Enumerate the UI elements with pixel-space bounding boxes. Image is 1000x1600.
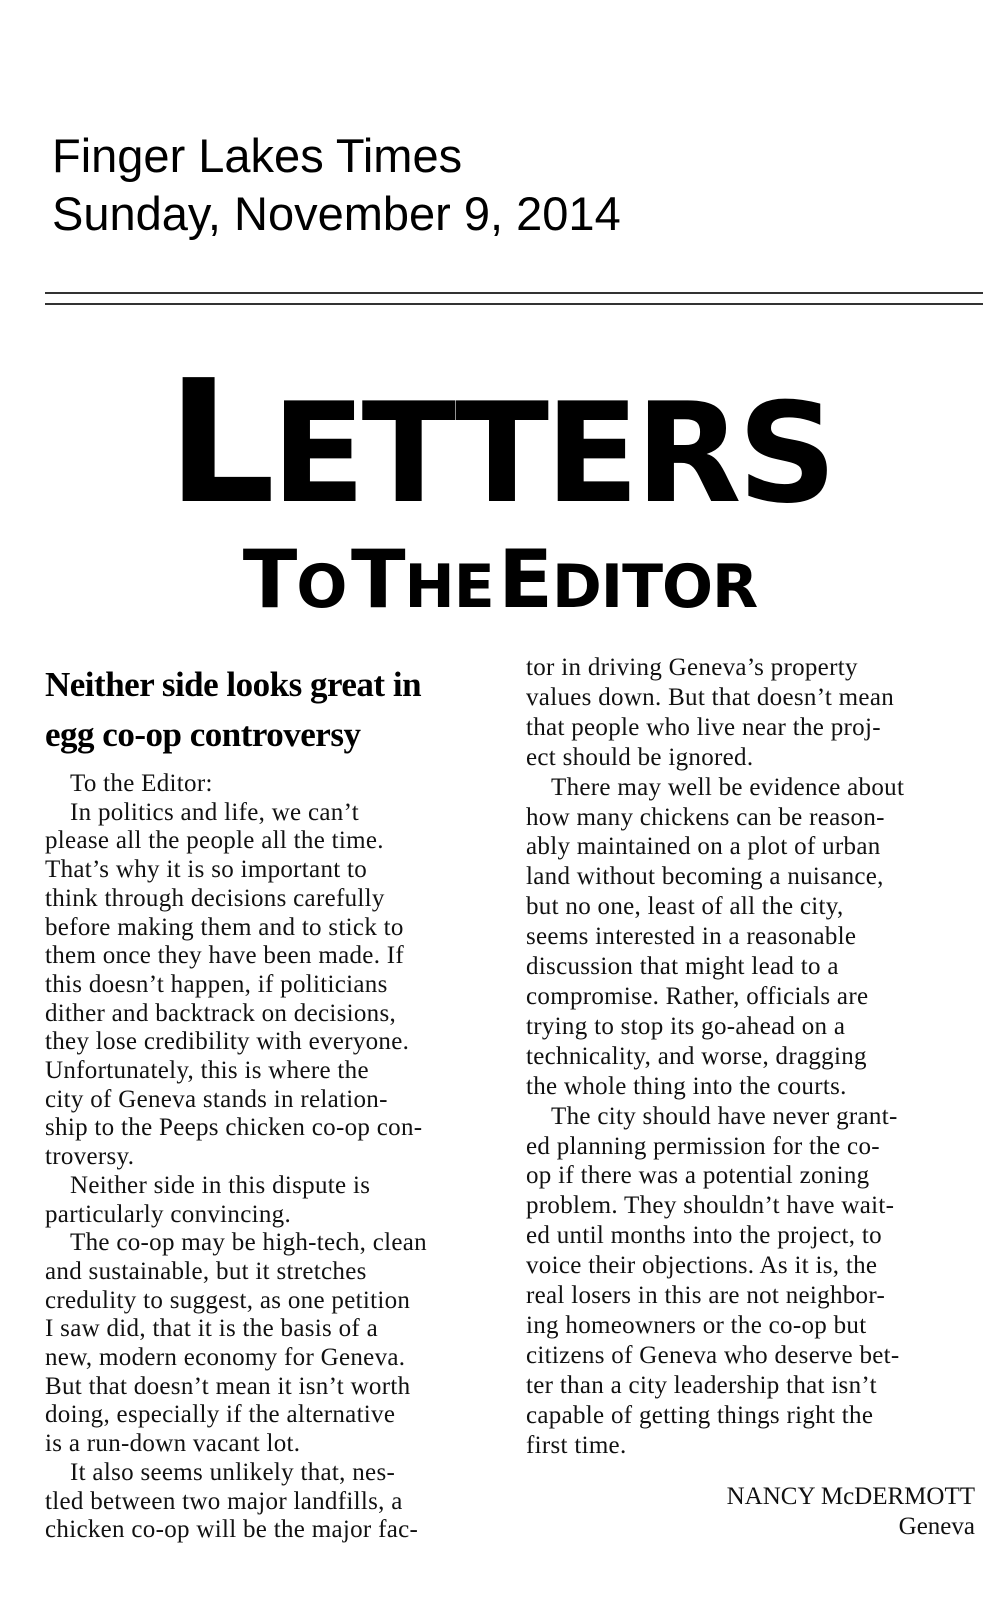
publication-name: Finger Lakes Times: [52, 129, 463, 182]
body-line: this doesn’t happen, if politicians: [45, 970, 388, 998]
subtitle-cap: T: [242, 533, 297, 626]
body-line: I saw did, that it is the basis of a: [45, 1315, 378, 1343]
body-line: But that doesn’t mean it isn’t worth: [45, 1372, 411, 1400]
body-line: problem. They shouldn’t have wait-: [526, 1192, 895, 1220]
body-line: discussion that might lead to a: [526, 953, 839, 981]
publication-date: Sunday, November 9, 2014: [52, 187, 621, 240]
letter-column-right: [526, 653, 982, 1460]
body-line: It also seems unlikely that, nes-: [70, 1458, 396, 1486]
body-line: particularly convincing.: [45, 1200, 292, 1228]
body-line: before making them and to stick to: [45, 913, 404, 941]
body-line: Unfortunately, this is where the: [45, 1057, 369, 1085]
section-title-rest: ETTERS: [271, 373, 833, 534]
body-line: citizens of Geneva who deserve bet-: [526, 1341, 900, 1369]
body-line: compromise. Rather, officials are: [526, 982, 869, 1010]
body-line: trying to stop its go-ahead on a: [526, 1012, 846, 1040]
body-line: capable of getting things right the: [526, 1401, 874, 1429]
section-title-letters: [0, 344, 1000, 542]
body-line: The co-op may be high-tech, clean: [70, 1229, 427, 1257]
body-line: how many chickens can be reason-: [526, 803, 885, 831]
body-line: In politics and life, we can’t: [70, 798, 360, 826]
body-line: technicality, and worse, dragging: [526, 1042, 867, 1070]
body-line: new, modern economy for Geneva.: [45, 1344, 406, 1372]
masthead-rule-bottom: [45, 303, 983, 305]
body-line: troversy.: [45, 1143, 135, 1171]
body-line: seems interested in a reasonable: [526, 923, 857, 951]
subtitle-rest: HE: [404, 552, 494, 622]
body-line: voice their objections. As it is, the: [526, 1252, 878, 1280]
body-line: The city should have never grant-: [551, 1102, 898, 1130]
signature-place: Geneva: [898, 1513, 975, 1540]
headline-line: egg co-op controversy: [45, 715, 361, 754]
body-line: real losers in this are not neighbor-: [526, 1282, 886, 1310]
subtitle-rest: DITOR: [551, 552, 758, 622]
body-line: doing, especially if the alternative: [45, 1401, 396, 1429]
subtitle-word-editor: [498, 533, 758, 626]
body-line: ect should be ignored.: [526, 743, 754, 771]
body-line: ing homeowners or the co-op but: [526, 1311, 867, 1339]
body-line: ed planning permission for the co-: [526, 1132, 880, 1160]
body-line: op if there was a potential zoning: [526, 1162, 870, 1190]
body-line: dither and backtrack on decisions,: [45, 999, 397, 1027]
body-line: land without becoming a nuisance,: [526, 863, 884, 891]
subtitle-cap: T: [350, 533, 405, 626]
body-line: that people who live near the proj-: [526, 713, 881, 741]
masthead-rule-top: [45, 292, 983, 294]
body-line: the whole thing into the courts.: [526, 1072, 847, 1100]
body-line: ed until months into the project, to: [526, 1222, 882, 1250]
body-line: ship to the Peeps chicken co-op con-: [45, 1114, 423, 1142]
subtitle-rest: O: [296, 552, 347, 622]
body-line: city of Geneva stands in relation-: [45, 1085, 388, 1113]
signature-name: NANCY McDERMOTT: [726, 1483, 975, 1510]
body-line: Neither side in this dispute is: [70, 1171, 371, 1199]
body-line: them once they have been made. If: [45, 942, 405, 970]
subtitle-cap: E: [498, 533, 552, 626]
body-line: To the Editor:: [70, 770, 213, 797]
body-line: please all the people all the time.: [45, 827, 384, 855]
body-line: and sustainable, but it stretches: [45, 1257, 367, 1285]
body-line: There may well be evidence about: [551, 773, 905, 801]
subtitle-word-the: [350, 533, 494, 626]
body-line: they lose credibility with everyone.: [45, 1028, 410, 1056]
subtitle-word-to: [242, 533, 347, 626]
body-line: tor in driving Geneva’s property: [526, 654, 858, 681]
body-line: values down. But that doesn’t mean: [526, 683, 895, 711]
body-line: think through decisions carefully: [45, 884, 385, 912]
body-line: That’s why it is so important to: [45, 856, 368, 884]
body-line: but no one, least of all the city,: [526, 893, 844, 921]
body-line: tled between two major landfills, a: [45, 1487, 403, 1515]
headline-line: Neither side looks great in: [45, 665, 422, 704]
body-line: chicken co-op will be the major fac-: [45, 1516, 419, 1544]
letter-column-left: [45, 770, 505, 1545]
body-line: credulity to suggest, as one petition: [45, 1286, 411, 1314]
body-line: first time.: [526, 1431, 627, 1459]
section-subtitle: [0, 533, 1000, 626]
letter-headline: [45, 660, 515, 760]
body-line: ter than a city leadership that isn’t: [526, 1371, 877, 1399]
body-line: is a run-down vacant lot.: [45, 1430, 301, 1458]
body-line: ably maintained on a plot of urban: [526, 833, 881, 861]
section-title-cap: L: [167, 344, 272, 542]
